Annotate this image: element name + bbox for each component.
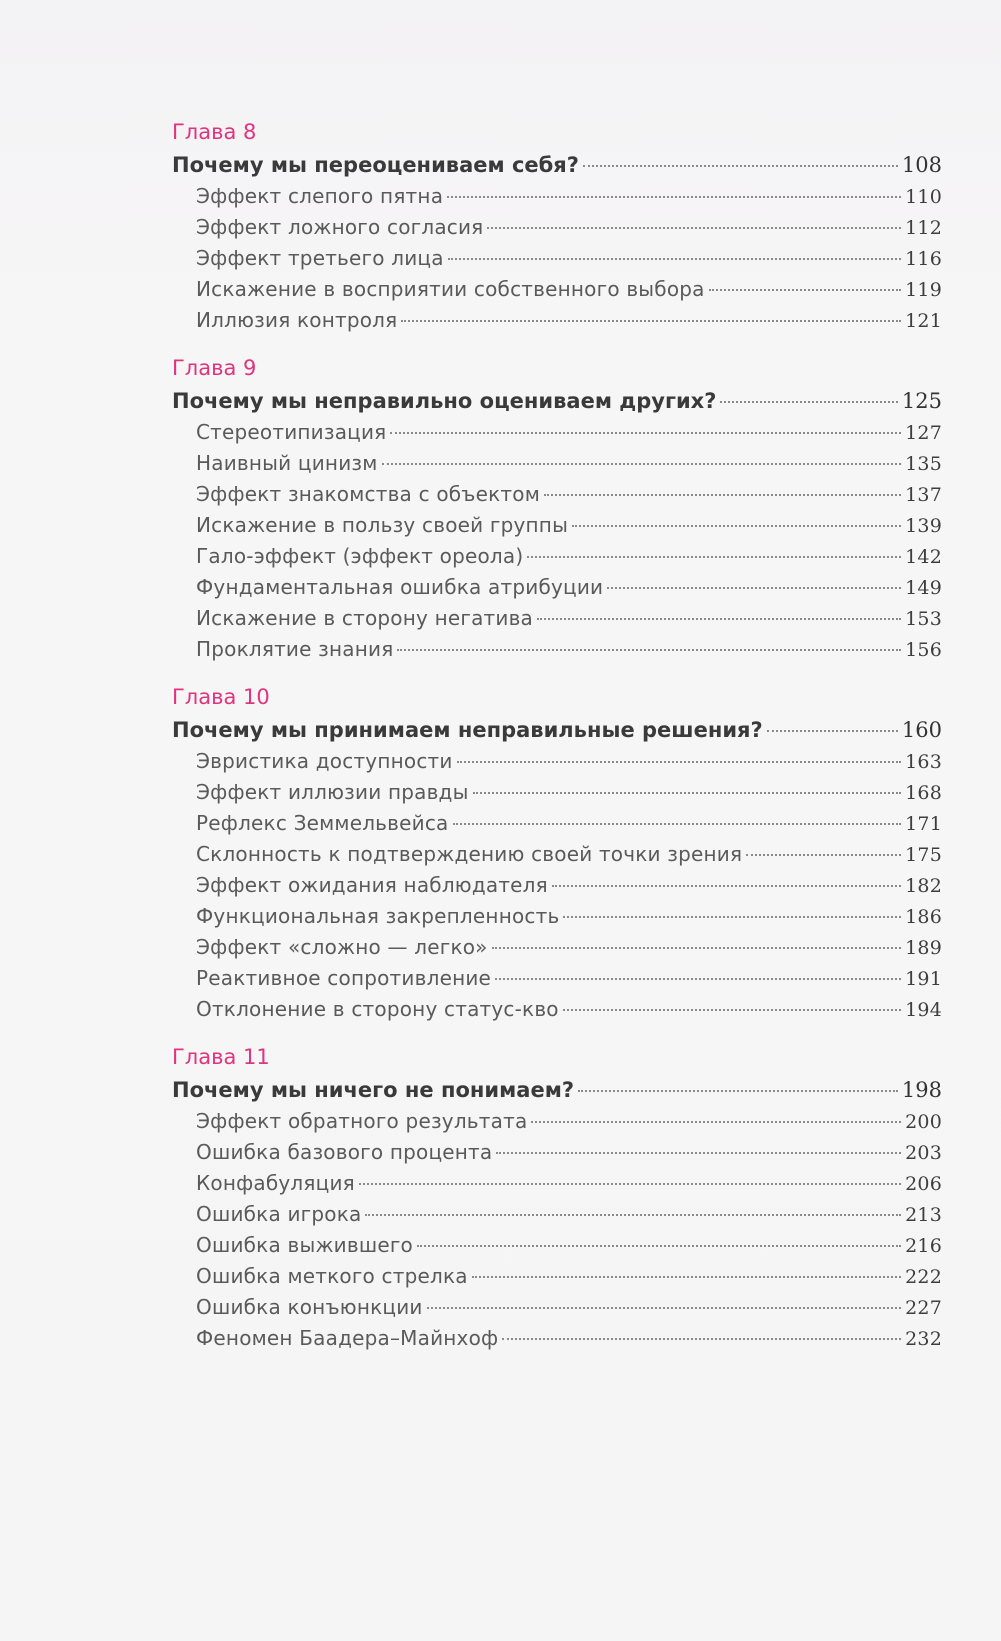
entry-title: Наивный цинизм (196, 451, 378, 475)
dot-leader (427, 1307, 902, 1309)
page-number: 139 (905, 515, 942, 537)
dot-leader (563, 1009, 901, 1011)
dot-leader (365, 1214, 901, 1216)
toc-entry (172, 1230, 942, 1261)
toc-entry (172, 839, 942, 870)
entry-title: Ошибка конъюнкции (196, 1295, 423, 1319)
entry-title: Стереотипизация (196, 420, 387, 444)
chapter-title: Почему мы ничего не понимаем? (172, 1078, 575, 1102)
toc-entry (172, 274, 942, 305)
dot-leader (746, 854, 901, 856)
entry-title: Ошибка базового процента (196, 1140, 493, 1164)
page-number: 206 (905, 1173, 942, 1195)
entry-title: Реактивное сопротивление (196, 966, 492, 990)
page-number: 119 (905, 279, 942, 301)
dot-leader (417, 1245, 901, 1247)
dot-leader (457, 761, 902, 763)
toc-entry (172, 1106, 942, 1137)
dot-leader (552, 885, 901, 887)
entry-title: Ошибка игрока (196, 1202, 362, 1226)
chapter-label: Глава 9 (172, 356, 257, 380)
page-number: 227 (905, 1297, 942, 1319)
chapter-title-row (172, 150, 942, 181)
dot-leader (472, 1276, 901, 1278)
entry-title: Эффект знакомства с объектом (196, 482, 540, 506)
dot-leader (359, 1183, 901, 1185)
dot-leader (502, 1338, 901, 1340)
toc-entry (172, 1137, 942, 1168)
chapter-title: Почему мы переоцениваем себя? (172, 153, 579, 177)
entry-title: Конфабуляция (196, 1171, 355, 1195)
dot-leader (473, 792, 902, 794)
page-number: 175 (905, 844, 942, 866)
chapter-title-row (172, 386, 942, 417)
entry-title: Эффект слепого пятна (196, 184, 444, 208)
dot-leader (578, 1090, 898, 1092)
toc-entry (172, 1323, 942, 1354)
page-number: 127 (905, 422, 942, 444)
dot-leader (382, 463, 902, 465)
chapter-title-row (172, 1075, 942, 1106)
page-number: 137 (905, 484, 942, 506)
page-number: 160 (901, 718, 942, 742)
dot-leader (720, 401, 898, 403)
page-number: 116 (905, 248, 942, 270)
dot-leader (531, 1121, 901, 1123)
entry-title: Ошибка меткого стрелка (196, 1264, 468, 1288)
toc-entry (172, 212, 942, 243)
dot-leader (448, 258, 901, 260)
entry-title: Гало-эффект (эффект ореола) (196, 544, 524, 568)
entry-title: Эвристика доступности (196, 749, 453, 773)
toc-entry (172, 1168, 942, 1199)
page-number: 110 (905, 186, 942, 208)
entry-title: Эффект обратного результата (196, 1109, 528, 1133)
page-number: 182 (905, 875, 942, 897)
dot-leader (544, 494, 901, 496)
page-number: 232 (905, 1328, 942, 1350)
toc-entry (172, 448, 942, 479)
toc-entry (172, 634, 942, 665)
entry-title: Эффект ложного согласия (196, 215, 484, 239)
chapter-section (172, 118, 942, 336)
entry-title: Фундаментальная ошибка атрибуции (196, 575, 604, 599)
toc-entry (172, 572, 942, 603)
dot-leader (390, 432, 901, 434)
chapter-section (172, 354, 942, 665)
toc-entry (172, 808, 942, 839)
toc-entry (172, 510, 942, 541)
toc-entry (172, 479, 942, 510)
page-number: 156 (905, 639, 942, 661)
toc-entry (172, 870, 942, 901)
entry-title: Иллюзия контроля (196, 308, 398, 332)
page-number: 153 (905, 608, 942, 630)
dot-leader (572, 525, 901, 527)
dot-leader (487, 227, 901, 229)
chapter-label: Глава 10 (172, 685, 270, 709)
toc-entry (172, 932, 942, 963)
table-of-contents (172, 118, 942, 1372)
toc-entry (172, 417, 942, 448)
toc-entry (172, 305, 942, 336)
entry-title: Эффект иллюзии правды (196, 780, 469, 804)
page-number: 163 (905, 751, 942, 773)
toc-entry (172, 994, 942, 1025)
entry-title: Склонность к подтверждению своей точки зрения (196, 842, 743, 866)
entry-title: Ошибка выжившего (196, 1233, 413, 1257)
dot-leader (709, 289, 902, 291)
entry-title: Функциональная закрепленность (196, 904, 560, 928)
toc-entry (172, 541, 942, 572)
dot-leader (496, 1152, 901, 1154)
page-number: 198 (901, 1078, 942, 1102)
entry-title: Проклятие знания (196, 637, 394, 661)
page-number: 171 (905, 813, 942, 835)
page-number: 168 (905, 782, 942, 804)
page-number: 135 (905, 453, 942, 475)
entry-title: Искажение в сторону негатива (196, 606, 534, 630)
page-number: 213 (905, 1204, 942, 1226)
dot-leader (563, 916, 901, 918)
entry-title: Искажение в пользу своей группы (196, 513, 569, 537)
toc-entry (172, 1261, 942, 1292)
dot-leader (527, 556, 901, 558)
toc-entry (172, 777, 942, 808)
dot-leader (401, 320, 901, 322)
page-number: 121 (905, 310, 942, 332)
page-number: 142 (905, 546, 942, 568)
dot-leader (583, 165, 898, 167)
page-number: 191 (905, 968, 942, 990)
page-number: 203 (905, 1142, 942, 1164)
toc-entry (172, 1199, 942, 1230)
page-number: 222 (905, 1266, 942, 1288)
page-number: 112 (905, 217, 942, 239)
dot-leader (397, 649, 901, 651)
chapter-section (172, 1043, 942, 1354)
chapter-title: Почему мы принимаем неправильные решения? (172, 718, 763, 742)
dot-leader (453, 823, 902, 825)
toc-entry (172, 1292, 942, 1323)
page-number: 186 (905, 906, 942, 928)
dot-leader (492, 947, 902, 949)
entry-title: Эффект ожидания наблюдателя (196, 873, 548, 897)
entry-title: Эффект «сложно — легко» (196, 935, 488, 959)
chapter-label: Глава 11 (172, 1045, 270, 1069)
entry-title: Эффект третьего лица (196, 246, 444, 270)
page-number: 149 (905, 577, 942, 599)
toc-entry (172, 901, 942, 932)
dot-leader (447, 196, 901, 198)
toc-entry (172, 181, 942, 212)
page-number: 194 (905, 999, 942, 1021)
dot-leader (495, 978, 901, 980)
page-number: 216 (905, 1235, 942, 1257)
entry-title: Рефлекс Земмельвейса (196, 811, 449, 835)
page-number: 189 (905, 937, 942, 959)
dot-leader (767, 730, 898, 732)
toc-entry (172, 963, 942, 994)
toc-entry (172, 603, 942, 634)
page-number: 200 (905, 1111, 942, 1133)
toc-entry (172, 243, 942, 274)
page-number: 108 (901, 153, 942, 177)
entry-title: Феномен Баадера–Майнхоф (196, 1326, 499, 1350)
chapter-label: Глава 8 (172, 120, 257, 144)
chapter-title-row (172, 715, 942, 746)
page-number: 125 (901, 389, 942, 413)
dot-leader (607, 587, 901, 589)
entry-title: Отклонение в сторону статус-кво (196, 997, 559, 1021)
toc-entry (172, 746, 942, 777)
chapter-section (172, 683, 942, 1025)
entry-title: Искажение в восприятии собственного выбора (196, 277, 705, 301)
chapter-title: Почему мы неправильно оцениваем других? (172, 389, 717, 413)
dot-leader (537, 618, 901, 620)
